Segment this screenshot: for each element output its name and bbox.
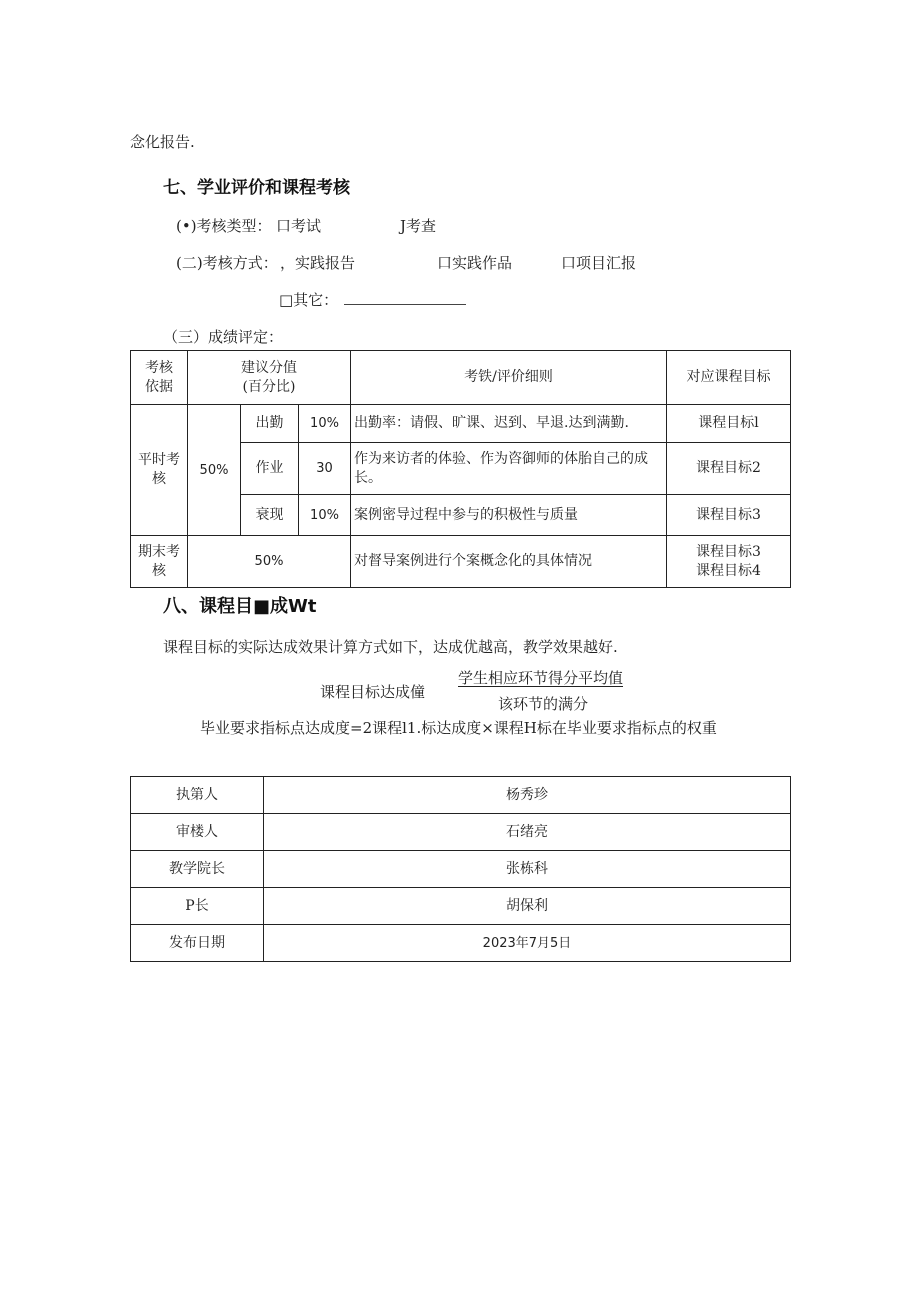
table-row [131, 851, 791, 888]
assessment-method-label: (二)考核方式： [176, 254, 278, 272]
signature-table [130, 776, 791, 962]
method-work-option[interactable]: 口实践作品 [437, 254, 513, 272]
signature-role: 发布日期 [131, 925, 264, 962]
section7-heading: 七、学业评价和课程考核 [163, 178, 350, 198]
final-criteria: 对督导案例进行个案概念化的具体情况 [351, 536, 667, 588]
intro-tail-text: 念化报告. [130, 133, 195, 151]
weight-cell: 30 [299, 443, 351, 495]
section8-heading: 八、课程目■成Wt [163, 596, 317, 617]
weight-cell: 10% [299, 495, 351, 536]
formula-numerator-text: 学生相应环节得分平均值 [458, 669, 624, 687]
target-cell: 课程目标2 [667, 443, 791, 495]
method-report-option[interactable]: ，实践报告 [280, 254, 356, 272]
method-other-row [279, 289, 466, 310]
criteria-cell: 出勤率：请假、旷课、迟到、早退.达到满勤. [351, 405, 667, 443]
grading-table [130, 350, 791, 588]
item-cell: 衰现 [241, 495, 299, 536]
final-percent: 50% [188, 536, 351, 588]
table-row [131, 536, 791, 588]
other-blank-line[interactable] [344, 292, 466, 305]
target-cell: 课程目标3 [667, 495, 791, 536]
header-target: 对应课程目标 [667, 351, 791, 405]
final-label-line1: 期末考 [138, 543, 180, 560]
signature-name: 胡保利 [264, 888, 791, 925]
signature-name: 张栋科 [264, 851, 791, 888]
criteria-cell: 案例密导过程中参与的积极性与质量 [351, 495, 667, 536]
signature-role: 教学院长 [131, 851, 264, 888]
signature-name: 石绪亮 [264, 814, 791, 851]
assessment-type-label: (•)考核类型： [176, 217, 272, 235]
header-basis-line2: 依据 [145, 378, 173, 395]
table-row [131, 888, 791, 925]
assessment-type-exam-option[interactable]: 口考试 [276, 217, 322, 235]
table-header-row [131, 351, 791, 405]
table-row [131, 925, 791, 962]
item-cell: 出勤 [241, 405, 299, 443]
signature-role: 执第人 [131, 777, 264, 814]
item-cell: 作业 [241, 443, 299, 495]
regular-label-line2: 核 [152, 471, 166, 487]
target-cell: 课程目标l [667, 405, 791, 443]
signature-name: 2023年7月5日 [264, 925, 791, 962]
final-label [131, 536, 188, 588]
final-label-line2: 核 [152, 562, 166, 579]
signature-name: 杨秀珍 [264, 777, 791, 814]
header-basis [131, 351, 188, 405]
formula-numerator [458, 667, 623, 688]
formula-attainment: 毕业要求指标点达成度=2课程l1.标达成度×课程H标在毕业要求指标点的权重 [200, 719, 717, 737]
method-other-option[interactable]: □其它： [279, 291, 339, 309]
regular-label [131, 405, 188, 536]
final-targets [667, 536, 791, 588]
table-row [131, 405, 791, 443]
table-row [131, 814, 791, 851]
regular-percent: 50% [188, 405, 241, 536]
header-criteria: 考铁/评价细则 [351, 351, 667, 405]
header-score-line1: 建议分值 [241, 359, 297, 376]
regular-label-line1: 平时考 [138, 452, 180, 468]
final-target-1: 课程目标3 [696, 543, 761, 560]
header-basis-line1: 考核 [145, 359, 173, 376]
criteria-cell: 作为来访者的体验、作为咨御师的体胎自己的成长。 [351, 443, 667, 495]
final-target-2: 课程目标4 [696, 562, 761, 579]
grading-label: （三）成绩评定： [163, 328, 284, 346]
section8-description: 课程目标的实际达成效果计算方式如下，达成优越高，教学效果越好. [163, 638, 618, 656]
method-project-option[interactable]: 口项目汇报 [561, 254, 637, 272]
signature-role: 审楼人 [131, 814, 264, 851]
signature-role: P长 [131, 888, 264, 925]
table-row [131, 777, 791, 814]
assessment-type-check-option[interactable]: J考查 [400, 217, 437, 235]
formula-left: 课程目标达成僮 [320, 683, 426, 701]
weight-cell: 10% [299, 405, 351, 443]
header-score-line2: (百分比) [242, 378, 296, 395]
formula-denominator: 该环节的满分 [498, 695, 589, 713]
header-score [188, 351, 351, 405]
